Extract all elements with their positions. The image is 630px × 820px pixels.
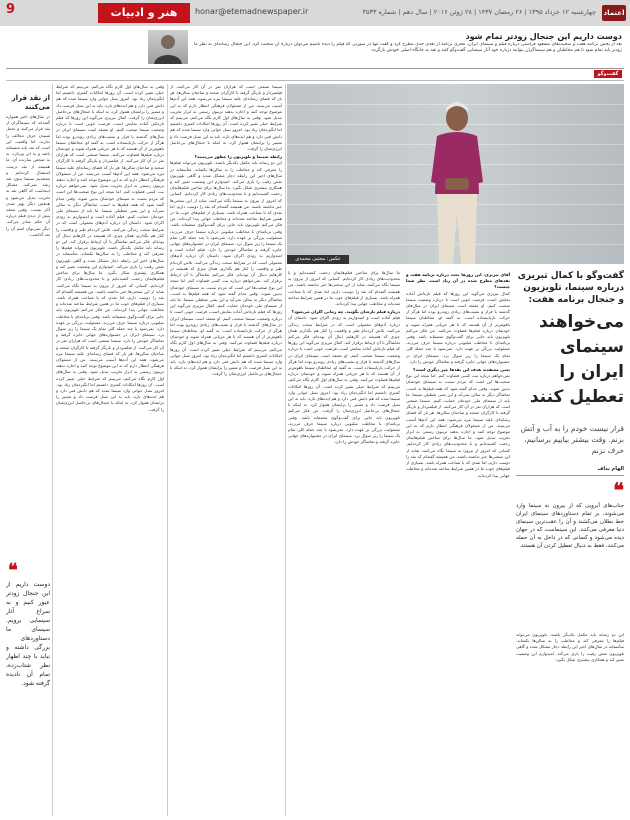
columnist-portrait-icon xyxy=(148,30,188,64)
body-column-a-continued xyxy=(516,632,624,816)
section-email: honar@etemadnewspaper.ir xyxy=(195,7,309,16)
body-paragraph: وقتی به سال‌های اول کارم نگاه می‌کنم، می‌بینم که شرایط خیلی تغییر کرده است. آن روزها امکانات کمتری داشتیم اما انگیزه‌مان زیاد بود. امروز نسل جوانی وارد سینما شده که هم دانش فنی دارد و هم ایده‌های تازه. باید به این نسل فرصت داد و مسیر را برایشان هموار کرد، نه اینکه با جنجال‌های بی‌حاصل انرژی‌شان را گرفت. xyxy=(170,115,282,152)
lede: قرار نیست خودم را به آب و آتش بزنم. وقت بیشتر بیاییم برسانیم، حرف نزنم xyxy=(520,424,624,455)
body-paragraph: نمی‌خواهم درباره نیت کسی قضاوت کنم. اما نتیجه این نوع صحبت‌ها این است که مردم نسبت به سینمای خودشان بدبین شوند. وقتی مدام گفته شود که همه فیلم‌ها بد است، تماشاگر دیگر به سالن نمی‌آید و این یعنی تعطیلی سینما. ما باید از سینمای ملی خودمان حمایت کنیم. xyxy=(56,183,164,220)
columnist-text: بعد از پخش برنامه هفت و صحبت‌های مسعود فراستی درباره فیلم و سینمای ایران، مجری برنامه از نقدی جدی مطرح کرد و گفت تنها در صورتی که فیلم را دیده باشیم می‌توان درباره آن صحبت کرد. این جنجال رسانه‌ای به نظر ما زودتر باید تمام شود تا هم مخاطبان و هم سینماگران بتوانند درباره خود آثار سینمایی گفت‌وگو کنند و نقد به جایگاه اصلی خودش بازگردد. xyxy=(194,42,622,53)
body-paragraph: وقتی به سال‌های اول کارم نگاه می‌کنم، می‌بینم که شرایط خیلی تغییر کرده است. آن روزها امکانات کمتری داشتیم اما انگیزه‌مان زیاد بود. امروز نسل جوانی وارد سینما شده که هم دانش فنی دارد و هم ایده‌های تازه. باید به این نسل فرصت داد و مسیر را برایشان هموار کرد، نه اینکه با جنجال‌های بی‌حاصل انرژی‌شان را گرفت. xyxy=(56,84,164,121)
body-paragraph: من فکر می‌کنم تلویزیون باید جایی برای گفت‌وگوی منصفانه باشد. وقتی برنامه‌ای با مخاطب میلیونی درباره سینما حرف می‌زند، مسئولیت بزرگی بر عهده دارد. نمی‌شود با چند جمله کلی تمام یک سینما را زیر سوال برد. سینمای ایران در جشنواره‌های جهانی جایزه گرفته و تماشاگر خودش را دارد. xyxy=(170,216,282,253)
question: رابطه سینما و تلویزیون را چطور می‌بینید؟ xyxy=(194,154,282,160)
body-column-b xyxy=(288,270,400,816)
body-paragraph: این دو رسانه باید مکمل یکدیگر باشند. تلویزیون می‌تواند فیلم‌ها را معرفی کند و مخاطب را به سالن‌ها بکشاند. متأسفانه در سال‌های اخیر این رابطه دچار مشکل شده و گاهی تلویزیون نقش رقیب را بازی می‌کند. امیدوارم این وضعیت تغییر کند و همکاری بیشتری شکل بگیرد. xyxy=(170,160,282,191)
interviewee-figure xyxy=(427,102,487,264)
divider xyxy=(516,475,624,476)
dateline: چهارشنبه ۱۲ خرداد ۱۳۹۵ | ۲۶ رمضان ۱۴۳۷ | ۲۸ ژوئن ۲۰۱۶ | سال دهم | شماره ۳۵۳۳ xyxy=(362,8,596,16)
quote-mark-icon: ❝ xyxy=(8,560,18,581)
columnist-title: دوست داریم این جنجال زودتر تمام شود xyxy=(465,32,622,41)
page-number: 9 xyxy=(6,2,16,17)
body-paragraph: ما سال‌ها برای ساختن فیلم‌هایمان زحمت کشیده‌ایم و با محدودیت‌های زیادی کار کرده‌ایم. کسانی که امروز از بیرون به سینما نگاه می‌کنند، شاید از این سختی‌ها خبر نداشته باشند. من همیشه گفته‌ام که نقد را دوست دارم، اما نقدی که با شناخت همراه باشد. بسیاری از فیلم‌های خوب ما در همین شرایط ساخته شده‌اند و مخاطب جهانی پیدا کرده‌اند. xyxy=(288,270,400,307)
newspaper-logo: اعتماد xyxy=(602,5,626,21)
body-paragraph: ما سال‌ها برای ساختن فیلم‌هایمان زحمت کشیده‌ایم و با محدودیت‌های زیادی کار کرده‌ایم. کسانی که امروز از بیرون به سینما نگاه می‌کنند، شاید از این سختی‌ها خبر نداشته باشند. من همیشه گفته‌ام که نقد را دوست دارم، اما نقدی که با شناخت همراه باشد. بسیاری از فیلم‌های خوب ما در همین شرایط ساخته شده‌اند و مخاطب جهانی پیدا کرده‌اند. xyxy=(170,185,282,222)
kicker: گفت‌وگو با کمال تبریزی درباره سینما، تلویزیون و جنجال برنامه هفت: xyxy=(517,271,624,305)
pull-quote-text: جناب‌های آبرویی که از بیرون به سینما وارد می‌شوند، بر تمام دستاوردهای سینمای ایران خط بطلان می‌کشند و آن را عقب‌ترین سینمای دنیا معرفی می‌کنند. این سینماست که در جهان دیده می‌شود و کسانی که در داخل به آن حمله می‌کنند، فقط به دنبال تعطیل کردن آن هستند. xyxy=(516,503,624,549)
body-paragraph: ما سال‌ها برای ساختن فیلم‌هایمان زحمت کشیده‌ایم و با محدودیت‌های زیادی کار کرده‌ایم. کسانی که امروز از بیرون به سینما نگاه می‌کنند، شاید از این سختی‌ها خبر نداشته باشند. من همیشه گفته‌ام که نقد را دوست دارم، اما نقدی که با شناخت همراه باشد. بسیاری از فیلم‌های خوب ما در همین شرایط ساخته شده‌اند و مخاطب جهانی پیدا کرده‌اند. xyxy=(406,435,510,478)
column-rule xyxy=(167,84,168,816)
body-paragraph: من فکر می‌کنم تلویزیون باید جایی برای گفت‌وگوی منصفانه باشد. وقتی برنامه‌ای با مخاطب میلیونی درباره سینما حرف می‌زند، مسئولیت بزرگی بر عهده دارد. نمی‌شود با چند جمله کلی تمام یک سینما را زیر سوال برد. سینمای ایران در جشنواره‌های جهانی جایزه گرفته و تماشاگر خودش را دارد. xyxy=(56,307,164,344)
columnist-box xyxy=(148,30,622,64)
body-paragraph: وقتی به سال‌های اول کارم نگاه می‌کنم، می‌بینم که شرایط خیلی تغییر کرده است. آن روزها امکانات کمتری داشتیم اما انگیزه‌مان زیاد بود. امروز نسل جوانی وارد سینما شده که هم دانش فنی دارد و هم ایده‌های تازه. باید به این نسل فرصت داد و مسیر را برایشان هموار کرد، نه اینکه با جنجال‌های بی‌حاصل انرژی‌شان را گرفت. xyxy=(170,340,282,377)
photo-credit: عکس: مجتبی محمدی xyxy=(287,255,349,264)
body-paragraph: فیلم آماده است و امیدواریم به زودی اکران شود. داستان آن درباره آدم‌های معمولی است که در شرایط سخت زندگی می‌کنند. تلاش کرده‌ام طنز و واقعیت را کنار هم بگذارم، همان چیزی که همیشه در کارهایم دنبال آن بوده‌ام. فکر می‌کنم تماشاگر با آن ارتباط برقرار کند. xyxy=(56,214,164,245)
columnist-photo xyxy=(148,30,188,64)
body-column-d xyxy=(56,84,164,816)
left-column-text: در سال‌های اخیر همواره گفته‌اند که سینماگران از نقد فرار می‌کنند و تحمل شنیدن حرف مخالف را ندارند. اما واقعیت این است که نقد باید منصفانه باشد و به اثر بپردازد، نه به شخص سازنده آن. ما همیشه از نقد درست استقبال کرده‌ایم و معتقدیم سینما بدون نقد رشد نمی‌کند. مشکل اینجاست که گاهی نقد به تخریب تبدیل می‌شود و هدفش دیگر بهتر شدن آثار نیست. وقتی منتقد پیش از دیدن فیلم درباره آن حکم صادر می‌کند، دیگر نمی‌توان اسم آن را نقد گذاشت. xyxy=(6,114,50,237)
body-paragraph: کمال تبریزی می‌گوید این روزها که فیلم تازه‌اش آماده نمایش است، فرصت خوبی است تا درباره وضعیت سینما صحبت کنیم. او معتقد است سینمای ایران در سال‌های گذشته با فراز و نشیب‌های زیادی روبه‌رو بوده اما هرگز از حرکت بازنایستاده است. به گفته او، مخاطبان سینما باهوش‌تر از آن هستند که با هر جریانی همراه شوند و خودشان درباره فیلم‌ها قضاوت می‌کنند. xyxy=(406,290,510,333)
question: آقای تبریزی، این روزها بحث درباره برنامه هفت و نقدهای مطرح شده در آن زیاد است. نظر شما چیست؟ xyxy=(406,272,510,290)
body-paragraph: این دو رسانه باید مکمل یکدیگر باشند. تلویزیون می‌تواند فیلم‌ها را معرفی کند و مخاطب را به سالن‌ها بکشاند. متأسفانه در سال‌های اخیر این رابطه دچار مشکل شده و گاهی تلویزیون نقش رقیب را بازی می‌کند. امیدوارم این وضعیت تغییر کند و همکاری بیشتری شکل بگیرد. xyxy=(56,239,164,276)
body-paragraph: سینما صنعتی است که هزاران نفر در آن کار می‌کنند. از فیلمبردار و بازیگر گرفته تا کارگران صحنه و صاحبان سالن‌ها. هر بار که فضای رسانه‌ای علیه سینما تیره می‌شود، همه این آدم‌ها آسیب می‌بینند. من از مسئولان فرهنگی انتظار دارم که به این موضوع توجه کنند و اجازه ندهند تریبون رسمی به ابزار تخریب تبدیل شود. xyxy=(170,84,282,121)
pull-quote xyxy=(516,480,624,630)
body-paragraph: وقتی به سال‌های اول کارم نگاه می‌کنم، می‌بینم که شرایط خیلی تغییر کرده است. آن روزها امکانات کمتری داشتیم اما انگیزه‌مان زیاد بود. امروز نسل جوانی وارد سینما شده که هم دانش فنی دارد و هم ایده‌های تازه. باید به این نسل فرصت داد و مسیر را برایشان هموار کرد، نه اینکه با جنجال‌های بی‌حاصل انرژی‌شان را گرفت. xyxy=(56,369,164,412)
column-rule xyxy=(285,84,286,816)
section-label: هنر و ادبیات xyxy=(98,3,190,23)
column-rule xyxy=(52,84,53,816)
page-header xyxy=(0,0,630,26)
left-column-quote: دوست داریم از این جنجال زودتر عبور کنیم و به سراغ آثار سینمایی برویم. سینمای ما دستاوردهای بزرگی داشته و نباید با چند اظهار نظر شتاب‌زده، تمام آن نادیده گرفته شود. xyxy=(6,581,50,687)
question: درباره فیلم تازه‌تان بگویید. چه زمانی اکران می‌شود؟ xyxy=(291,309,400,315)
body-paragraph: نمی‌خواهم درباره نیت کسی قضاوت کنم. اما نتیجه این نوع صحبت‌ها این است که مردم نسبت به سینمای خودشان بدبین شوند. وقتی مدام گفته شود که همه فیلم‌ها بد است، تماشاگر دیگر به سالن نمی‌آید و این یعنی تعطیلی سینما. ما باید از سینمای ملی خودمان حمایت کنیم. xyxy=(170,278,282,309)
question: یعنی معتقدید هدف این نقدها چیز دیگری است؟ xyxy=(413,367,510,373)
body-paragraph: این دو رسانه باید مکمل یکدیگر باشند. تلویزیون می‌تواند فیلم‌ها را معرفی کند و مخاطب را به سالن‌ها بکشاند. متأسفانه در سال‌های اخیر این رابطه دچار مشکل شده و گاهی تلویزیون نقش رقیب را بازی می‌کند. امیدوارم این وضعیت تغییر کند و همکاری بیشتری شکل بگیرد. xyxy=(516,632,624,662)
headline: می‌خواهند سینمای ایران را تعطیل کنند xyxy=(529,312,624,407)
left-column-title: از نقد فرار می‌کنند xyxy=(11,94,50,111)
body-column-c xyxy=(170,84,282,816)
body-paragraph: ما سال‌ها برای ساختن فیلم‌هایمان زحمت کشیده‌ایم و با محدودیت‌های زیادی کار کرده‌ایم. کسانی که امروز از بیرون به سینما نگاه می‌کنند، شاید از این سختی‌ها خبر نداشته باشند. من همیشه گفته‌ام که نقد را دوست دارم، اما نقدی که با شناخت همراه باشد. بسیاری از فیلم‌های خوب ما در همین شرایط ساخته شده‌اند و مخاطب جهانی پیدا کرده‌اند. xyxy=(56,270,164,313)
body-paragraph: کمال تبریزی می‌گوید این روزها که فیلم تازه‌اش آماده نمایش است، فرصت خوبی است تا درباره وضعیت سینما صحبت کنیم. او معتقد است سینمای ایران در سال‌های گذشته با فراز و نشیب‌های زیادی روبه‌رو بوده اما هرگز از حرکت بازنایستاده است. به گفته او، مخاطبان سینما باهوش‌تر از آن هستند که با هر جریانی همراه شوند و خودشان درباره فیلم‌ها قضاوت می‌کنند. xyxy=(288,340,400,383)
body-paragraph: نمی‌خواهم درباره نیت کسی قضاوت کنم. اما نتیجه این نوع صحبت‌ها این است که مردم نسبت به سینمای خودشان بدبین شوند. وقتی مدام گفته شود که همه فیلم‌ها بد است، تماشاگر دیگر به سالن نمی‌آید و این یعنی تعطیلی سینما. ما باید از سینمای ملی خودمان حمایت کنیم. xyxy=(406,373,510,404)
body-paragraph: کمال تبریزی می‌گوید این روزها که فیلم تازه‌اش آماده نمایش است، فرصت خوبی است تا درباره وضعیت سینما صحبت کنیم. او معتقد است سینمای ایران در سال‌های گذشته با فراز و نشیب‌های زیادی روبه‌رو بوده اما هرگز از حرکت بازنایستاده است. به گفته او، مخاطبان سینما باهوش‌تر از آن هستند که با هر جریانی همراه شوند و خودشان درباره فیلم‌ها قضاوت می‌کنند. xyxy=(170,303,282,346)
divider xyxy=(6,80,624,81)
body-paragraph: من فکر می‌کنم تلویزیون باید جایی برای گفت‌وگوی منصفانه باشد. وقتی برنامه‌ای با مخاطب میلیونی درباره سینما حرف می‌زند، مسئولیت بزرگی بر عهده دارد. نمی‌شود با چند جمله کلی تمام یک سینما را زیر سوال برد. سینمای ایران در جشنواره‌های جهانی جایزه گرفته و تماشاگر خودش را دارد. xyxy=(288,408,400,445)
body-paragraph: فیلم آماده است و امیدواریم به زودی اکران شود. داستان آن درباره آدم‌های معمولی است که در شرایط سخت زندگی می‌کنند. تلاش کرده‌ام طنز و واقعیت را کنار هم بگذارم، همان چیزی که همیشه در کارهایم دنبال آن بوده‌ام. فکر می‌کنم تماشاگر با آن ارتباط برقرار کند. xyxy=(170,247,282,284)
body-paragraph: سینما صنعتی است که هزاران نفر در آن کار می‌کنند. از فیلمبردار و بازیگر گرفته تا کارگران صحنه و صاحبان سالن‌ها. هر بار که فضای رسانه‌ای علیه سینما تیره می‌شود، همه این آدم‌ها آسیب می‌بینند. من از مسئولان فرهنگی انتظار دارم که به این موضوع توجه کنند و اجازه ندهند تریبون رسمی به ابزار تخریب تبدیل شود. xyxy=(406,398,510,441)
byline: الهام نداف xyxy=(597,466,624,472)
quote-mark-icon: ❝ xyxy=(613,478,624,502)
body-paragraph: کمال تبریزی می‌گوید این روزها که فیلم تازه‌اش آماده نمایش است، فرصت خوبی است تا درباره وضعیت سینما صحبت کنیم. او معتقد است سینمای ایران در سال‌های گذشته با فراز و نشیب‌های زیادی روبه‌رو بوده اما هرگز از حرکت بازنایستاده است. به گفته او، مخاطبان سینما باهوش‌تر از آن هستند که با هر جریانی همراه شوند و خودشان درباره فیلم‌ها قضاوت می‌کنند. xyxy=(56,115,164,158)
body-paragraph: فیلم آماده است و امیدواریم به زودی اکران شود. داستان آن درباره آدم‌های معمولی است که در شرایط سخت زندگی می‌کنند. تلاش کرده‌ام طنز و واقعیت را کنار هم بگذارم، همان چیزی که همیشه در کارهایم دنبال آن بوده‌ام. فکر می‌کنم تماشاگر با آن ارتباط برقرار کند. xyxy=(288,315,400,346)
body-column-a xyxy=(406,270,510,816)
divider xyxy=(6,68,624,69)
body-paragraph: من فکر می‌کنم تلویزیون باید جایی برای گفت‌وگوی منصفانه باشد. وقتی برنامه‌ای با مخاطب میلیونی درباره سینما حرف می‌زند، مسئولیت بزرگی بر عهده دارد. نمی‌شود با چند جمله کلی تمام یک سینما را زیر سوال برد. سینمای ایران در جشنواره‌های جهانی جایزه گرفته و تماشاگر خودش را دارد. xyxy=(406,327,510,364)
body-paragraph: سینما صنعتی است که هزاران نفر در آن کار می‌کنند. از فیلمبردار و بازیگر گرفته تا کارگران صحنه و صاحبان سالن‌ها. هر بار که فضای رسانه‌ای علیه سینما تیره می‌شود، همه این آدم‌ها آسیب می‌بینند. من از مسئولان فرهنگی انتظار دارم که به این موضوع توجه کنند و اجازه ندهند تریبون رسمی به ابزار تخریب تبدیل شود. xyxy=(56,152,164,189)
body-paragraph: وقتی به سال‌های اول کارم نگاه می‌کنم، می‌بینم که شرایط خیلی تغییر کرده است. آن روزها امکانات کمتری داشتیم اما انگیزه‌مان زیاد بود. امروز نسل جوانی وارد سینما شده که هم دانش فنی دارد و هم ایده‌های تازه. باید به این نسل فرصت داد و مسیر را برایشان هموار کرد، نه اینکه با جنجال‌های بی‌حاصل انرژی‌شان را گرفت. xyxy=(288,377,400,414)
category-tag: گفت‌وگو xyxy=(594,70,622,78)
body-paragraph: سینما صنعتی است که هزاران نفر در آن کار می‌کنند. از فیلمبردار و بازیگر گرفته تا کارگران صحنه و صاحبان سالن‌ها. هر بار که فضای رسانه‌ای علیه سینما تیره می‌شود، همه این آدم‌ها آسیب می‌بینند. من از مسئولان فرهنگی انتظار دارم که به این موضوع توجه کنند و اجازه ندهند تریبون رسمی به ابزار تخریب تبدیل شود. xyxy=(56,338,164,375)
hero-photo xyxy=(287,84,624,264)
